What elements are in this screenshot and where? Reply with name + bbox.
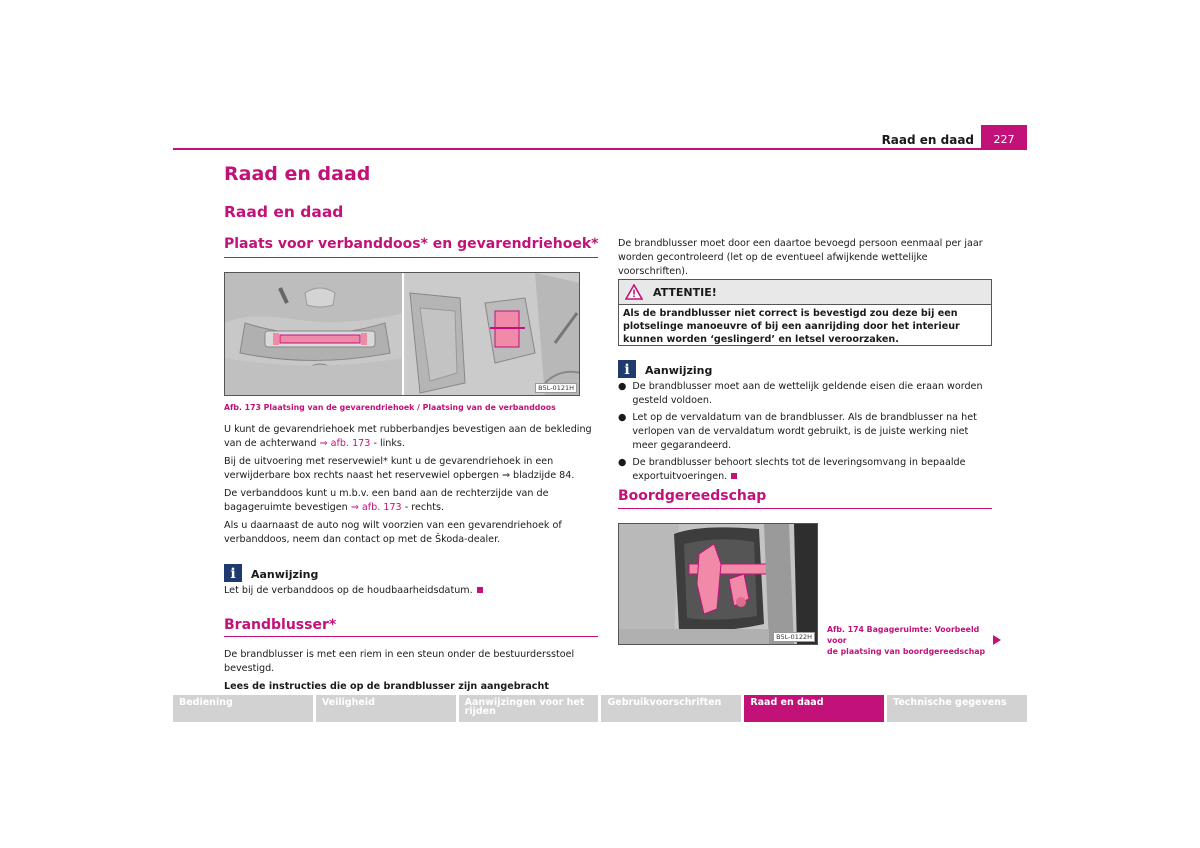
nav-tab-veiligheid[interactable]	[316, 695, 456, 722]
caption-line: de plaatsing van boordgereedschap	[827, 647, 986, 656]
note-title: Aanwijzing	[645, 364, 713, 377]
warning-triangle-icon	[625, 284, 643, 300]
note-title: Aanwijzing	[251, 568, 319, 581]
heading-fire-extinguisher: Brandblusser*	[224, 617, 337, 633]
end-marker-icon	[477, 587, 483, 593]
text-span: U kunt de gevarendriehoek met rubberbandjes bevestigen aan de bekleding van de achterwand	[224, 424, 592, 449]
heading-first-aid-triangle: Plaats voor verbanddoos* en gevarendriehoek*	[224, 236, 599, 252]
info-icon: i	[618, 360, 636, 378]
caption-line: Afb. 174 Bagageruimte: Voorbeeld voor	[827, 625, 980, 645]
list-item	[618, 456, 992, 484]
warning-text: Als de brandblusser niet correct is bevestigd zou deze bij een plotselinge manoeuvre of bij een aanrijding door het interieur kunnen worden ‘geslingerd’ en letsel veroorzaken.	[623, 308, 960, 345]
header-rule	[173, 148, 1027, 150]
paragraph: Als u daarnaast de auto nog wilt voorzien van een gevarendriehoek of verbanddoos, neem dan contact op met de Škoda-dealer.	[224, 520, 562, 545]
right-intro-text: De brandblusser moet door een daartoe bevoegd persoon eenmaal per jaar worden gecontroleerd (let op de eventueel afwijkende wettelijke voorschriften).	[618, 238, 983, 277]
nav-tab-label: Raad en daad	[750, 697, 824, 708]
nav-tab-label: Gebruikvoorschriften	[607, 697, 722, 708]
nav-tab-aanwijzingen[interactable]	[459, 695, 599, 722]
chapter-navigation	[173, 695, 1027, 722]
text-span: De brandblusser behoort slechts tot de leveringsomvang in bepaalde exportuitvoeringen.	[632, 457, 966, 482]
figure-174	[618, 523, 818, 645]
paragraph: De brandblusser is met een riem in een steun onder de bestuurdersstoel bevestigd.	[224, 649, 575, 674]
info-icon: i	[224, 564, 242, 582]
note-text	[224, 584, 598, 598]
text-span: De verbanddoos kunt u m.b.v. een band aan de rechterzijde van de bagageruimte bevestigen	[224, 488, 549, 513]
list-item	[618, 380, 992, 408]
list-item-text	[632, 456, 992, 484]
figure-173-caption: Afb. 173 Plaatsing van de gevarendriehoek / Plaatsing van de verbanddoos	[224, 403, 556, 412]
list-item-text: De brandblusser moet aan de wettelijk geldende eisen die eraan worden gesteld voldoen.	[632, 381, 983, 406]
figure-174-illustration	[619, 524, 818, 645]
paragraph: Bij de uitvoering met reservewiel* kunt u de gevarendriehoek in een verwijderbare box rechts naast het reservewiel opbergen ⇒ bladzijde 84.	[224, 456, 575, 481]
heading-rule	[224, 636, 598, 637]
figure-link[interactable]: ⇒ afb. 173	[350, 502, 402, 513]
section-title: Raad en daad	[224, 203, 344, 221]
text-span: Let bij de verbanddoos op de houdbaarheidsdatum.	[224, 585, 473, 596]
warning-box	[618, 279, 992, 346]
bullet-icon: ●	[618, 457, 627, 468]
warning-header	[619, 280, 991, 305]
figure-code: B5L-0121H	[535, 383, 577, 393]
paragraph	[224, 487, 598, 515]
list-item	[618, 411, 992, 453]
heading-rule	[224, 257, 598, 258]
running-header-title: Raad en daad	[881, 133, 974, 147]
figure-174-caption	[827, 624, 997, 657]
nav-tab-gebruikvoorschriften[interactable]	[601, 695, 741, 722]
list-item-text: Let op de vervaldatum van de brandblusser. Als de brandblusser na het verlopen van de vervaldatum wordt gebruikt, is de juiste werking niet meer gegarandeerd.	[632, 412, 977, 451]
warning-title: ATTENTIE!	[653, 285, 717, 299]
nav-tab-raad-en-daad[interactable]	[744, 695, 884, 722]
figure-link[interactable]: ⇒ afb. 173	[319, 438, 371, 449]
end-marker-icon	[731, 473, 737, 479]
nav-tab-bediening[interactable]	[173, 695, 313, 722]
nav-tab-label: Bediening	[179, 697, 233, 708]
heading-rule	[618, 508, 992, 509]
note-bullet-list	[618, 380, 992, 484]
text-span: - rechts.	[401, 502, 445, 513]
figure-173-illustration	[225, 273, 580, 396]
figure-code: B5L-0122H	[773, 632, 815, 642]
text-span: - links.	[370, 438, 405, 449]
bullet-icon: ●	[618, 381, 627, 392]
bullet-icon: ●	[618, 412, 627, 423]
heading-tools: Boordgereedschap	[618, 488, 767, 504]
figure-173	[224, 272, 580, 396]
nav-tab-label: Aanwijzingen voor het	[464, 697, 585, 708]
paragraph	[224, 423, 598, 451]
nav-tab-label: Technische gegevens	[893, 697, 1007, 708]
nav-tab-technische-gegevens[interactable]	[887, 695, 1027, 722]
chapter-title: Raad en daad	[224, 163, 371, 185]
nav-tab-label: Veiligheid	[321, 697, 375, 708]
nav-tab-label: rijden	[464, 706, 496, 717]
page-number: 227	[981, 125, 1027, 149]
left-body-text	[224, 423, 598, 551]
paragraph-bold: Lees de instructies die op de brandblusser zijn aangebracht	[224, 681, 549, 692]
next-page-arrow-icon[interactable]	[993, 635, 1001, 645]
